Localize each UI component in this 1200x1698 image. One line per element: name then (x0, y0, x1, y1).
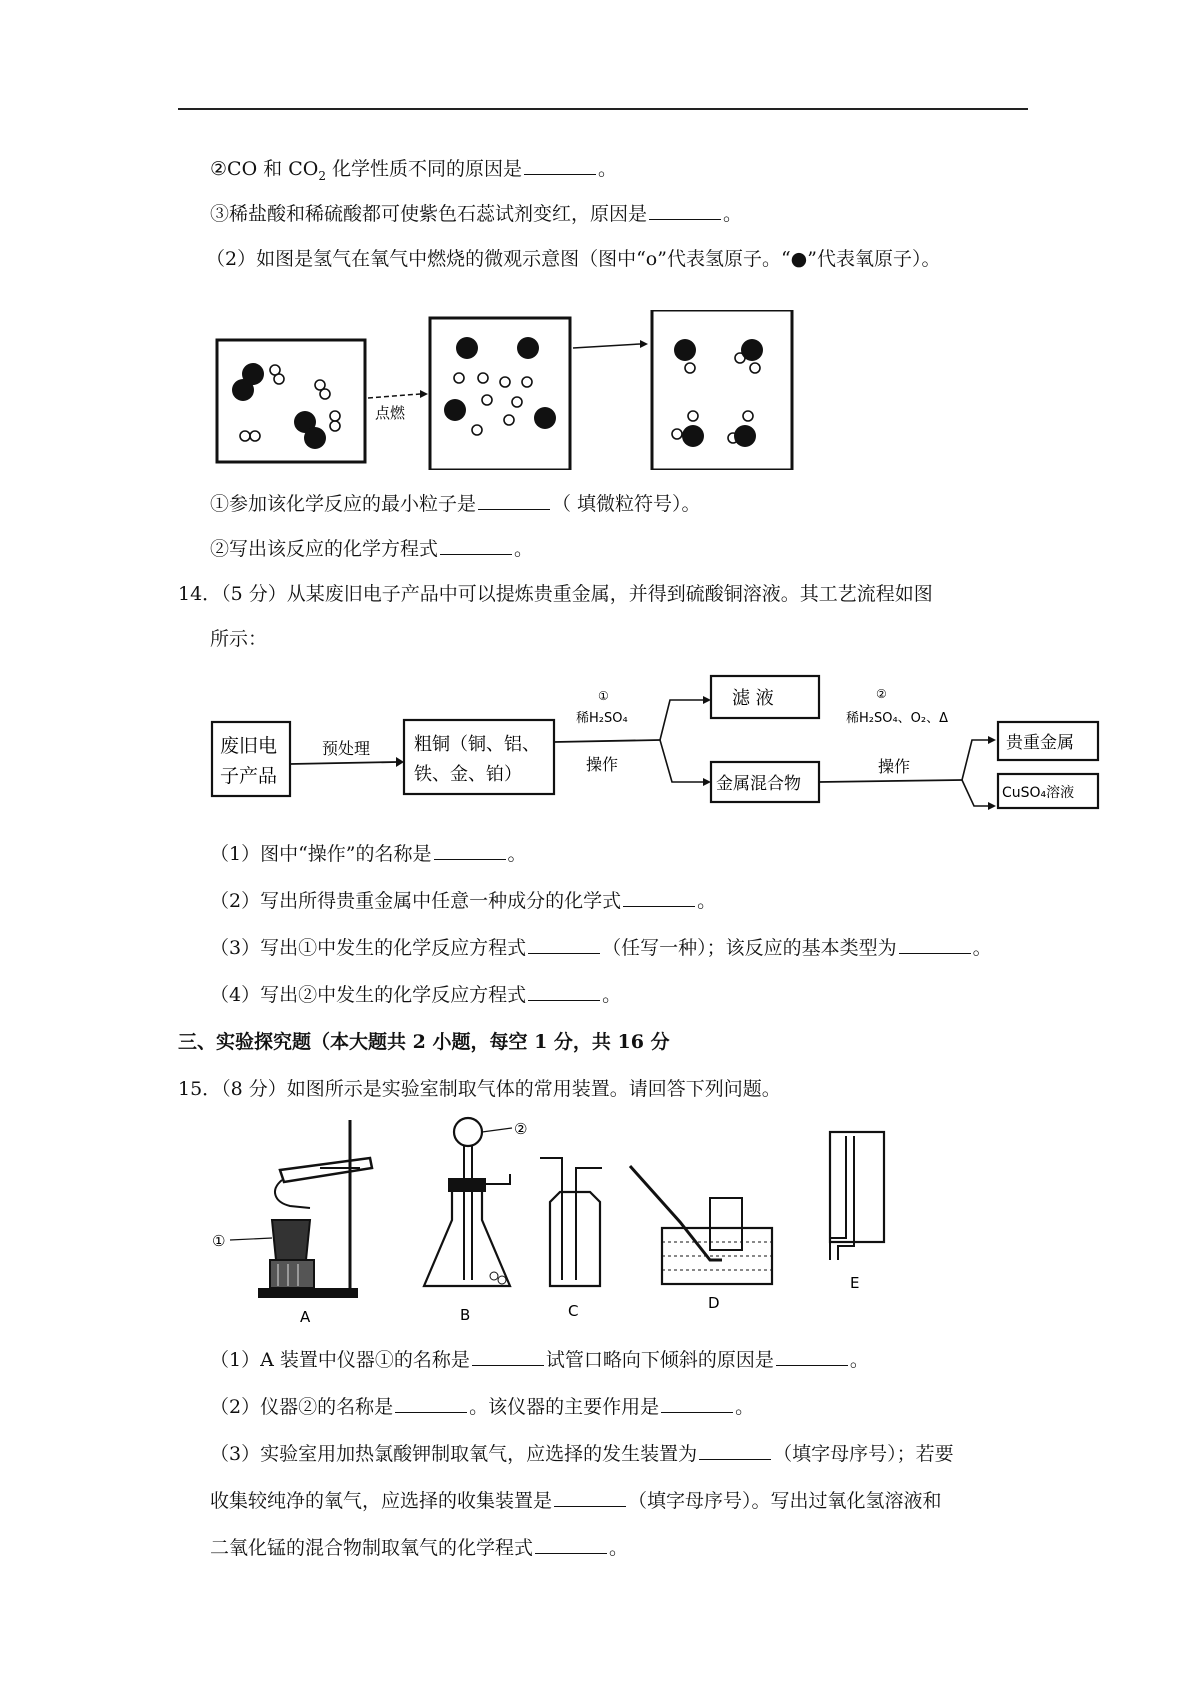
mark-2: ② (514, 1120, 528, 1138)
q14-intro-2: 所示： (210, 628, 268, 650)
label-b: B (460, 1306, 471, 1324)
svg-text:CuSO₄溶液: CuSO₄溶液 (1002, 785, 1075, 801)
answer-blank[interactable] (528, 935, 600, 954)
q15-sub-1: （1）A 装置中仪器①的名称是 试管口略向下倾斜的原因是 。 (210, 1349, 869, 1371)
oxygen-atom (232, 379, 254, 401)
q14-sub-4: （4）写出②中发生的化学反应方程式 。 (210, 984, 622, 1006)
svg-text:②: ② (876, 687, 887, 701)
panel-middle (430, 318, 570, 470)
answer-blank[interactable] (472, 1347, 544, 1366)
reaction-micro-diagram (215, 310, 855, 470)
q14-intro: 14．（5 分）从某废旧电子产品中可以提炼贵重金属，并得到硫酸铜溶液。其工艺流程如图 (178, 583, 933, 605)
label-d: D (708, 1294, 720, 1312)
svg-text:稀H₂SO₄: 稀H₂SO₄ (576, 711, 628, 726)
answer-blank[interactable] (528, 982, 600, 1001)
answer-blank[interactable] (776, 1347, 848, 1366)
answer-blank[interactable] (395, 1394, 467, 1413)
q15-sub-3: （3）实验室用加热氯酸钾制取氧气，应选择的发生装置为 （填字母序号）；若要 (210, 1443, 954, 1465)
q13-part-2: （2）如图是氢气在氧气中燃烧的微观示意图（图中“o”代表氢原子。“●”代表氧原子）。 (206, 248, 941, 270)
section-3-heading: 三、实验探究题（本大题共 2 小题，每空 1 分，共 16 分 (178, 1031, 670, 1053)
answer-blank[interactable] (623, 888, 695, 907)
svg-text:子产品: 子产品 (220, 765, 278, 787)
q14-sub-2: （2）写出所得贵重金属中任意一种成分的化学式 。 (210, 890, 717, 912)
panel-before (217, 340, 365, 462)
lab-apparatus-figure (210, 1110, 970, 1330)
answer-blank[interactable] (699, 1441, 771, 1460)
q15-sub-2: （2）仪器②的名称是 。该仪器的主要作用是 。 (210, 1396, 755, 1418)
oxygen-atom (304, 427, 326, 449)
apparatus-b (424, 1118, 527, 1324)
apparatus-c (540, 1158, 602, 1320)
process-flowchart (210, 670, 1130, 810)
mark-1: ① (212, 1232, 226, 1250)
answer-blank[interactable] (899, 935, 971, 954)
ignite-label: 点燃 (375, 404, 406, 422)
answer-blank[interactable] (440, 536, 512, 555)
svg-text:稀H₂SO₄、O₂、Δ: 稀H₂SO₄、O₂、Δ (846, 711, 949, 726)
svg-text:预处理: 预处理 (322, 739, 371, 758)
svg-text:操作: 操作 (586, 755, 619, 774)
answer-blank[interactable] (434, 841, 506, 860)
q15-intro: 15．（8 分）如图所示是实验室制取气体的常用装置。请回答下列问题。 (178, 1078, 781, 1100)
svg-text:滤 液: 滤 液 (732, 688, 774, 709)
q14-sub-1: （1）图中“操作”的名称是 。 (210, 843, 527, 865)
q13-sub-2: ②写出该反应的化学方程式 。 (210, 538, 534, 560)
svg-text:贵重金属: 贵重金属 (1006, 733, 1074, 753)
q15-sub-3-line-2: 收集较纯净的氧气，应选择的收集装置是 （填字母序号）。写出过氧化氢溶液和 (210, 1490, 942, 1512)
q13-sub-1: ①参加该化学反应的最小粒子是 （ 填微粒符号）。 (210, 493, 701, 515)
answer-blank[interactable] (554, 1488, 626, 1507)
apparatus-e (830, 1132, 884, 1292)
svg-text:铁、金、铂）: 铁、金、铂） (414, 764, 522, 785)
header-rule (178, 108, 1028, 110)
label-c: C (568, 1302, 579, 1320)
svg-text:操作: 操作 (878, 757, 911, 776)
svg-text:①: ① (598, 689, 609, 703)
answer-blank[interactable] (535, 1535, 607, 1554)
q15-sub-3-line-3: 二氧化锰的混合物制取氧气的化学程式 。 (210, 1537, 629, 1559)
answer-blank[interactable] (661, 1394, 733, 1413)
label-e: E (850, 1274, 860, 1292)
svg-text:废旧电: 废旧电 (220, 735, 278, 757)
answer-blank[interactable] (478, 491, 550, 510)
answer-blank[interactable] (524, 156, 596, 175)
answer-blank[interactable] (649, 201, 721, 220)
label-a: A (300, 1308, 311, 1326)
q13-line-2: ②CO 和 $CO_2$ 化学性质不同的原因是 。 (210, 158, 618, 183)
q13-line-3: ③稀盐酸和稀硫酸都可使紫色石蕊试剂变红，原因是 。 (210, 203, 743, 225)
apparatus-a (212, 1120, 372, 1326)
apparatus-d (630, 1166, 772, 1312)
q14-sub-3: （3）写出①中发生的化学反应方程式 （任写一种）；该反应的基本类型为 。 (210, 937, 992, 959)
panel-after (652, 310, 792, 470)
svg-text:粗铜（铜、铝、: 粗铜（铜、铝、 (414, 734, 540, 755)
svg-text:金属混合物: 金属混合物 (716, 774, 801, 794)
